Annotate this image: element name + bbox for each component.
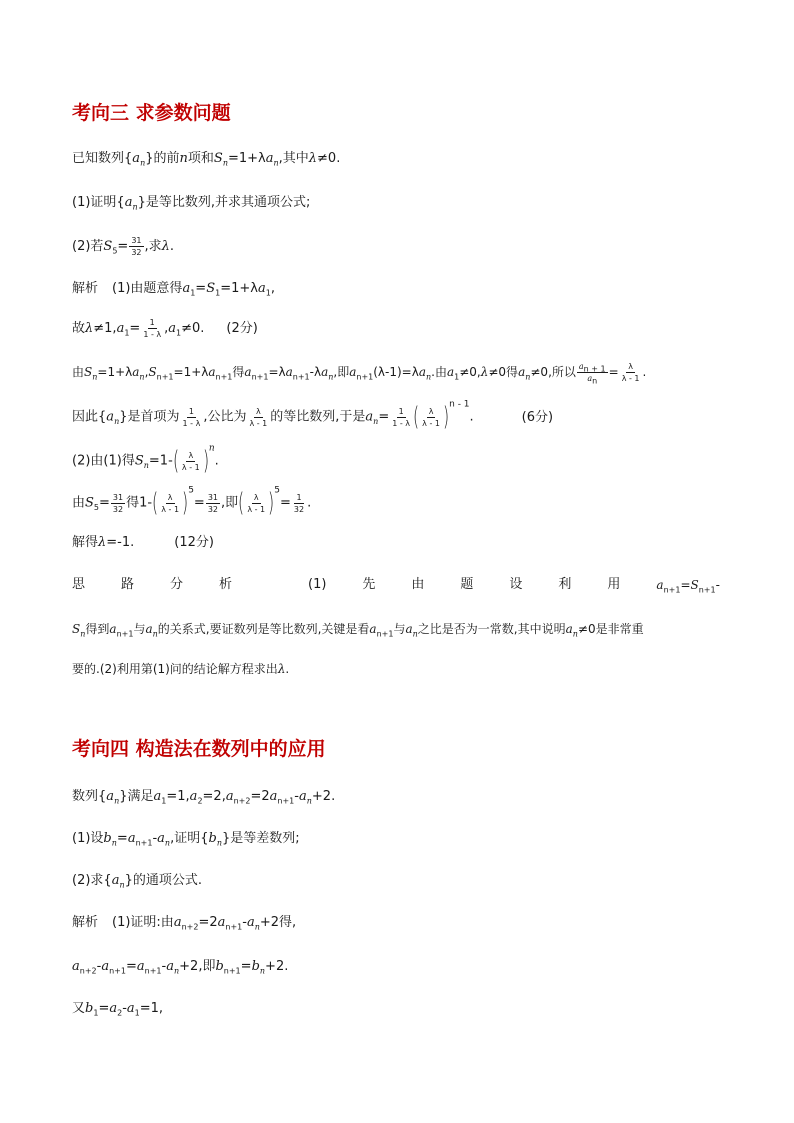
idea-word: 先 (362, 577, 376, 592)
s3-idea-line-2: $S_n$得到$a_{n+1}$与$a_n$的关系式,要证数列是等比数列,关键是看$a_{n+1}$与$a_n$之比是否为一常数,其中说明$a_n\ne 0$是非常重 (72, 622, 644, 639)
s3-given: 已知数列$\{a_n\}$的前n项和$S_n=1+\lambda a_n$,其中λ≠0. (72, 151, 341, 168)
idea-word: 用 (607, 577, 621, 592)
idea-word: (1) (308, 577, 327, 592)
fraction: $\frac{a_{n + 1}}{a_n}$ (578, 362, 606, 386)
section-3-heading: 考向三 求参数问题 (72, 102, 231, 124)
fraction: $\frac{1}{1 - \lambda}$ (182, 406, 201, 428)
fraction: $\frac{\lambda}{\lambda - 1}$ (621, 362, 640, 383)
score: (2分) (226, 321, 258, 336)
idea-formula: $a_{n+1}=S_{n+1}-$ (656, 578, 720, 595)
s3-solution-3: 由$S_n=1+\lambda a_n,S_{n+1}=1+\lambda a_{n+1}$得$a_{n+1}=\lambda a_{n+1}-\lambda a_n$,即$a_{n+1}(\lambda-1)=\lambda a_n$.由$a_1\ne 0,\lambda\ne 0$得$a_n\ne 0$,所以 $\frac{a_{n + 1}}{a_n}$ = $\frac{\lambda}{\lambda - 1}$ . (72, 362, 647, 386)
fraction: $\frac{1}{1 - \lambda}$ (143, 318, 162, 339)
s3-solution-7: 解得λ=-1. (12分) (72, 535, 214, 550)
s3-solution-2: 故$\lambda\ne 1,a_1=$ $\frac{1}{1 - \lambda}$ $,a_1\ne 0$. (2分) (72, 318, 258, 339)
s3-solution-5: (2)由(1)得$S_n=1-$( $\frac{\lambda}{\lambda - 1}$ )$^n$. (72, 443, 219, 476)
s3-question-2: (2)若$S_5=$ $\frac{31}{32}$ ,求λ. (72, 236, 175, 257)
s4-question-1: (1)设$b_n=a_{n+1}-a_n$,证明$\{b_n\}$是等差数列; (72, 831, 300, 848)
idea-word: 思 (72, 577, 86, 592)
s3-solution-1: 解析 (1)由题意得$a_1=S_1=1+\lambda a_1$, (72, 281, 275, 298)
fraction: $\frac{\lambda}{\lambda - 1}$ (247, 492, 266, 514)
s3-idea-line-3: 要的.(2)利用第(1)问的结论解方程求出λ. (72, 662, 290, 676)
section-4-heading: 考向四 构造法在数列中的应用 (72, 738, 326, 760)
s3-solution-4: 因此$\{a_n\}$是首项为 $\frac{1}{1 - \lambda}$ ,公比为 $\frac{\lambda}{\lambda - 1}$ 的等比数列,于是$a_n=$ $\frac{1}{1 - \lambda}$ ( $\frac{\lambda}{\lambda - 1}$ )$^{n - 1}$. (6分) (72, 399, 554, 432)
s4-question-2: (2)求$\{a_n\}$的通项公式. (72, 873, 203, 890)
s4-solution-1: 解析 (1)证明:由$a_{n+2}=2a_{n+1}-a_n+2$得, (72, 915, 297, 932)
idea-word: 析 (219, 577, 233, 592)
solution-label: 解析 (72, 281, 99, 296)
s4-solution-3: 又$b_1=a_2-a_1=1$, (72, 1001, 164, 1018)
idea-word: 由 (411, 577, 425, 592)
score: (6分) (521, 409, 554, 425)
solution-label: 解析 (72, 915, 99, 930)
fraction: $\frac{\lambda}{\lambda - 1}$ (161, 492, 180, 514)
fraction: $\frac{1}{1 - \lambda}$ (392, 406, 411, 428)
fraction: $\frac{\lambda}{\lambda - 1}$ (422, 406, 440, 428)
fraction: $\frac{31}{32}$ (112, 492, 124, 514)
idea-word: 设 (509, 577, 523, 592)
fraction: $\frac{1}{32}$ (293, 492, 305, 514)
idea-word: 题 (460, 577, 474, 592)
fraction: $\frac{\lambda}{\lambda - 1}$ (181, 450, 200, 472)
fraction: $\frac{31}{32}$ (207, 492, 219, 514)
s3-question-1: (1)证明$\{a_n\}$是等比数列,并求其通项公式; (72, 195, 311, 212)
s3-idea-line-1 (72, 576, 720, 594)
s3-solution-6: 由$S_5=$ $\frac{31}{32}$ 得1-( $\frac{\lambda}{\lambda - 1}$ )$^5$= $\frac{31}{32}$ ,即( $\frac{\lambda}{\lambda - 1}$ )$^5$= $\frac{1}{32}$ . (72, 485, 312, 518)
s4-given: 数列$\{a_n\}$满足$a_1=1,a_2=2,a_{n+2}=2a_{n+1}-a_n+2$. (72, 789, 336, 806)
fraction: $\frac{31}{32}$ (131, 236, 142, 257)
idea-word: 分 (170, 577, 184, 592)
s4-solution-2: $a_{n+2}-a_{n+1}=a_{n+1}-a_n+2$,即$b_{n+1}=b_n+2$. (72, 959, 289, 976)
score: (12分) (174, 535, 214, 550)
fraction: $\frac{\lambda}{\lambda - 1}$ (249, 406, 268, 428)
idea-word: 利 (558, 577, 572, 592)
idea-word: 路 (121, 577, 135, 592)
